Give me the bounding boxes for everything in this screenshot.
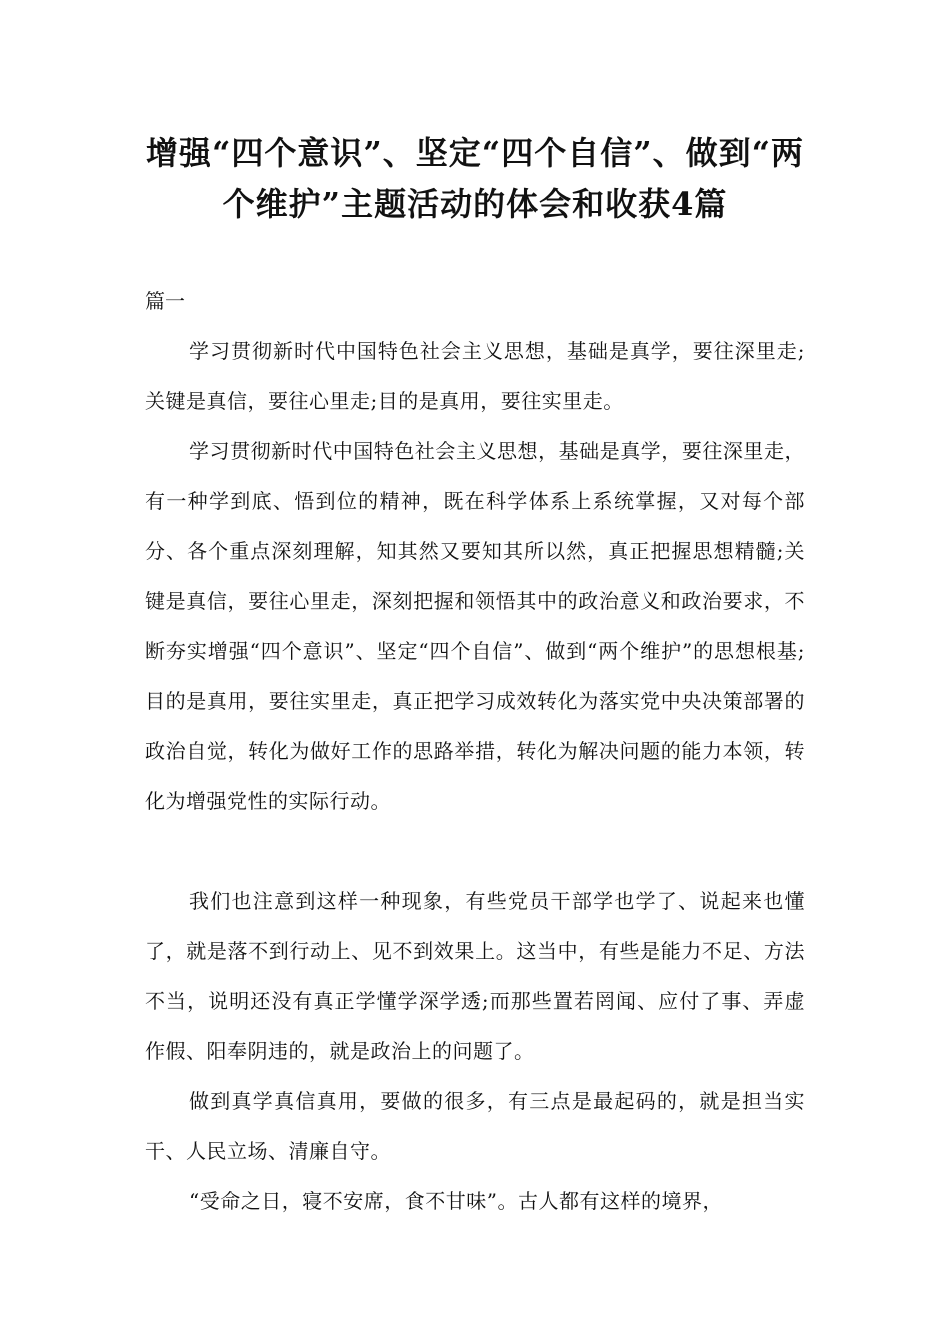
section-label: 篇一 <box>145 289 185 313</box>
document-title: 增强“四个意识”、坚定“四个自信”、做到“两个维护”主题活动的体会和收获4篇 <box>145 134 805 223</box>
paragraph: 学习贯彻新时代中国特色社会主义思想，基础是真学，要往深里走，有一种学到底、悟到位的精神，既在科学体系上系统掌握，又对每个部分、各个重点深刻理解，知其然又要知其所以然，真正把握思想精髓;关键是真信，要往心里走，深刻把握和领悟其中的政治意义和政治要求，不断夯实增强“四个意识”、坚定“四个自信”、做到“两个维护”的思想根基;目的是真用，要往实里走，真正把学习成效转化为落实党中央决策部署的政治自觉，转化为做好工作的思路举措，转化为解决问题的能力本领，转化为增强党性的实际行动。 <box>145 439 805 813</box>
paragraph: “受命之日，寝不安席，食不甘味”。古人都有这样的境界， <box>189 1189 723 1213</box>
paragraph: 学习贯彻新时代中国特色社会主义思想，基础是真学，要往深里走;关键是真信，要往心里走;目的是真用，要往实里走。 <box>145 339 805 413</box>
paragraph: 我们也注意到这样一种现象，有些党员干部学也学了、说起来也懂了，就是落不到行动上、见不到效果上。这当中，有些是能力不足、方法不当，说明还没有真正学懂学深学透;而那些置若罔闻、应付了事、弄虚作假、阳奉阴违的，就是政治上的问题了。 <box>145 889 805 1063</box>
paragraph: 做到真学真信真用，要做的很多，有三点是最起码的，就是担当实干、人民立场、清廉自守。 <box>145 1089 805 1163</box>
